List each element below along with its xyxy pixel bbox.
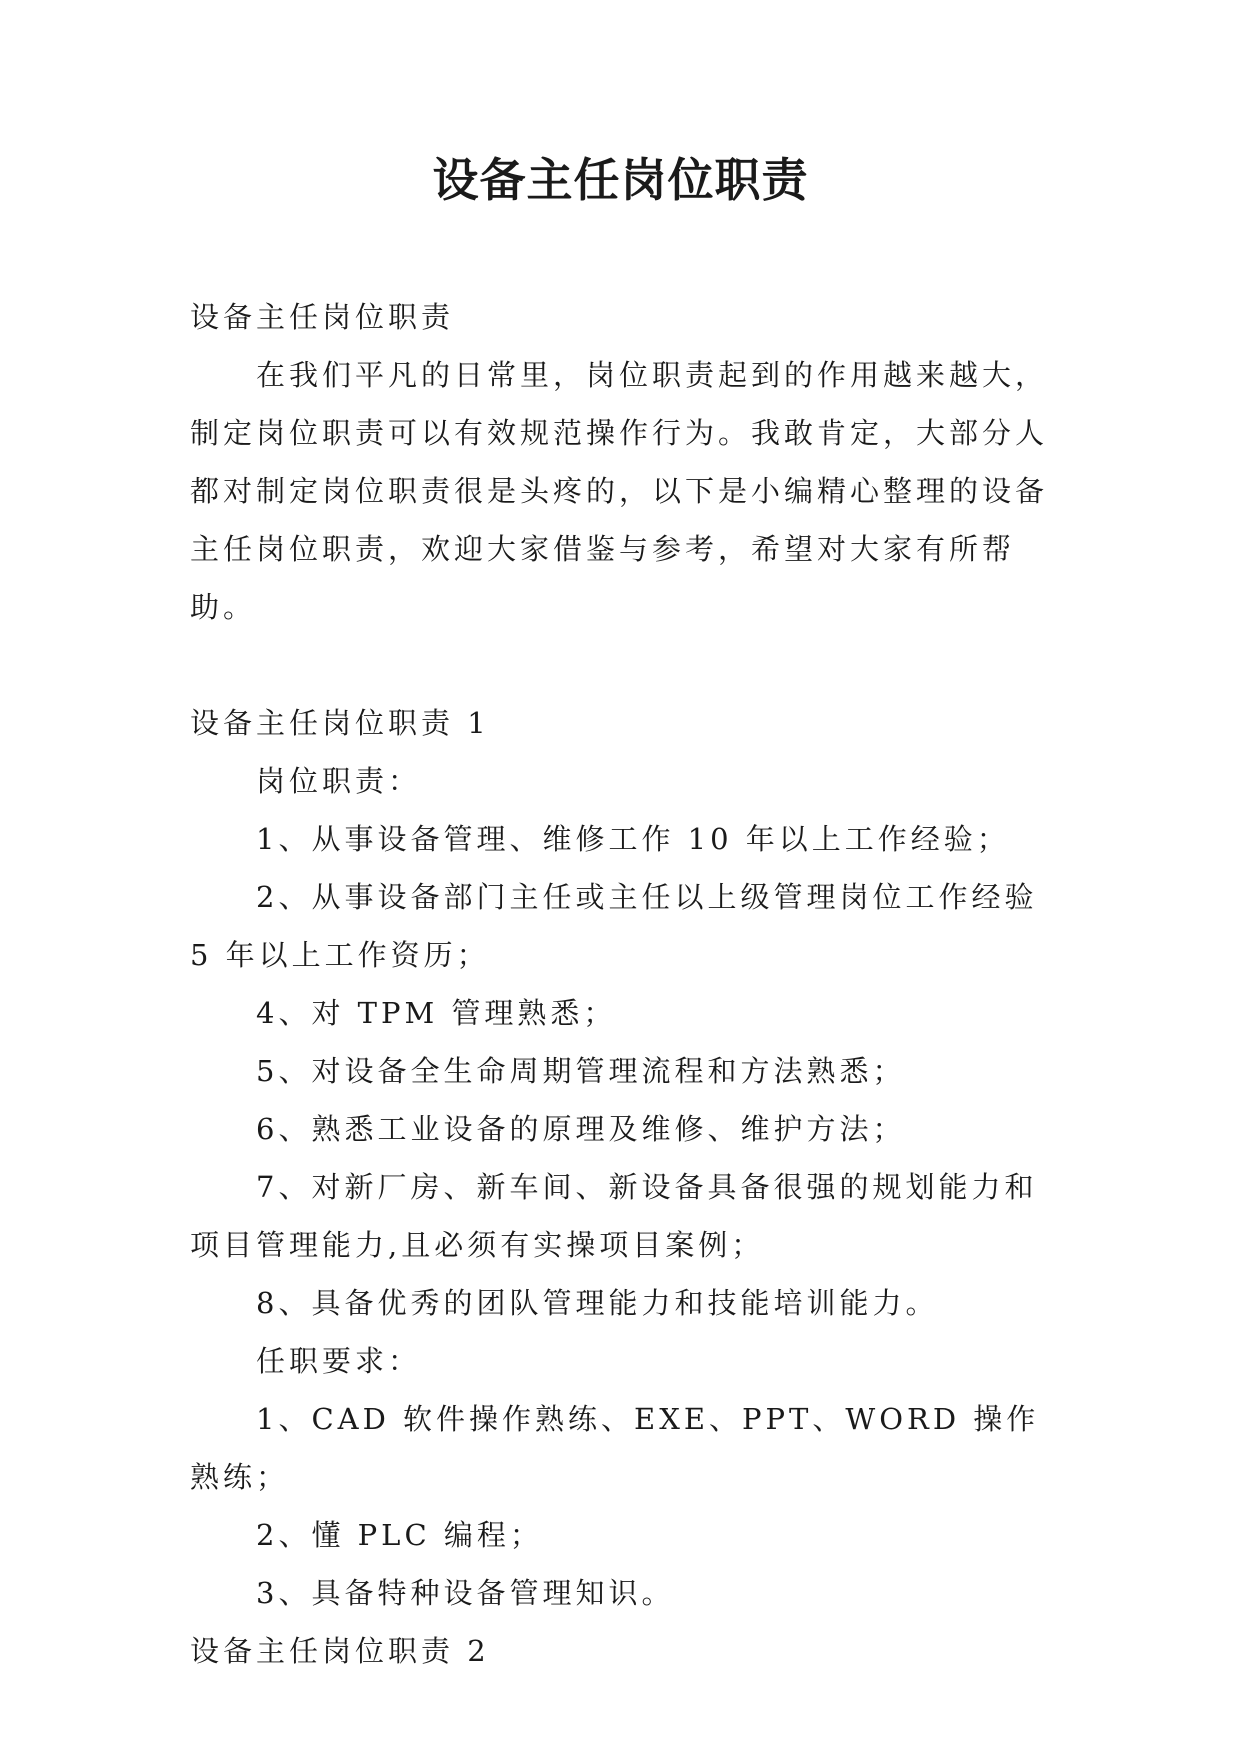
requirement-item-3: 3、具备特种设备管理知识。	[256, 1576, 675, 1610]
intro-paragraph: 在我们平凡的日常里，岗位职责起到的作用越来越大，制定岗位职责可以有效规范操作行为。我敢肯定，大部分人都对制定岗位职责很是头疼的，以下是小编精心整理的设备主任岗位职责，欢迎大家借鉴与参考，希望对大家有所帮助。	[190, 358, 1049, 624]
requirement-item-2: 2、懂 PLC 编程；	[256, 1518, 543, 1552]
duty-item-1: 1、从事设备管理、维修工作 10 年以上工作经验；	[256, 822, 1010, 856]
duty-item-6: 6、熟悉工业设备的原理及维修、维护方法；	[256, 1112, 906, 1146]
duty-item-5: 5、对设备全生命周期管理流程和方法熟悉；	[256, 1054, 906, 1088]
section2-heading: 设备主任岗位职责 2	[190, 1634, 490, 1668]
duty-item-7: 7、对新厂房、新车间、新设备具备很强的规划能力和项目管理能力,且必须有实操项目案例；	[190, 1170, 1038, 1262]
document-body	[190, 288, 1070, 1680]
duty-item-4: 4、对 TPM 管理熟悉；	[256, 996, 617, 1030]
requirement-item-1: 1、CAD 软件操作熟练、EXE、PPT、WORD 操作熟练；	[190, 1402, 1040, 1494]
duty-item-2: 2、从事设备部门主任或主任以上级管理岗位工作经验 5 年以上工作资历；	[190, 880, 1038, 972]
section1-heading: 设备主任岗位职责 1	[190, 706, 490, 740]
document-subtitle: 设备主任岗位职责	[190, 300, 455, 334]
duty-item-8: 8、具备优秀的团队管理能力和技能培训能力。	[256, 1286, 939, 1320]
requirements-label: 任职要求：	[256, 1344, 422, 1378]
document-title: 设备主任岗位职责	[432, 153, 809, 207]
duties-label: 岗位职责：	[256, 764, 422, 798]
